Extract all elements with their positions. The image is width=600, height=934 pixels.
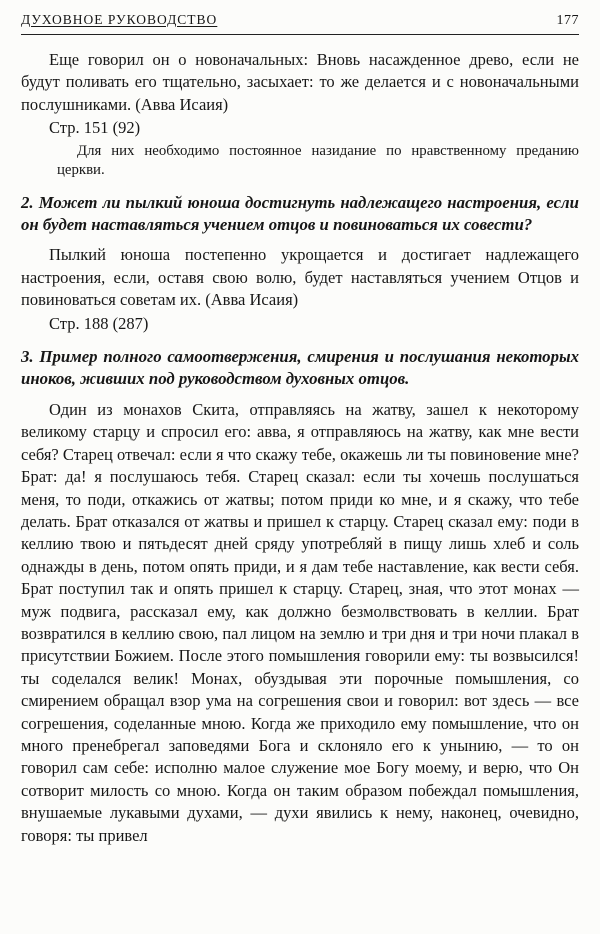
page-body [21,49,579,847]
source-reference: Стр. 188 (287) [49,313,149,333]
section-heading-2: 2. Может ли пылкий юноша достигнуть надлежащего настроения, если он будет наставляться учением отцов и повиноваться их совести? [21,192,579,235]
paragraph: Пылкий юноша постепенно укрощается и достигает надлежащего настроения, если, оставя свою волю, будет наставляться учением Отцов и повиноваться советам их. (Авва Исаия) [21,245,579,310]
page-header [21,12,579,35]
page-number: 177 [556,13,579,28]
paragraph: Еще говорил он о новоначальных: Вновь насажденное древо, если не будут поливать его тщательно, засыхает: то же делается и с новоначальными послушниками. (Авва Исаия) [21,50,579,114]
note-paragraph: Для них необходимо постоянное назидание по нравственному преданию церкви. [57,142,579,179]
source-reference: Стр. 151 (92) [49,118,141,138]
section-heading-3: 3. Пример полного самоотвержения, смирения и послушания некоторых иноков, живших под руководством духовных отцов. [21,347,579,389]
running-title: ДУХОВНОЕ РУКОВОДСТВО [21,12,218,27]
paragraph: Один из монахов Скита, отправляясь на жатву, зашел к некоторому великому старцу и спросил его: авва, я отправляюсь на жатву, как мне вести себя? Старец отвечал: если я что скажу тебе, окажешь ли ты повиновение мне? Брат: да! я послушаюсь тебя. Старец сказал: если ты хочешь послушаться меня, то поди, откажись от жатвы; потом приди ко мне, и я скажу, что тебе делать. Брат отказался от жатвы и пришел к старцу. Старец сказал ему: поди в келлию твою и пятьдесят дней сряду употребляй в пищу лишь хлеб и соль однажды в день, потом опять приди, и я дам тебе наставление, как вести себя. Брат поступил так и опять пришел к старцу. Старец, зная, что этот монах — муж подвига, рассказал ему, как должно безмолвствовать в келлии. Брат возвратился в келлию свою, пал лицом на землю и три дня и три ночи плакал в присутствии Божием. После этого помышления говорили ему: ты возвысился! ты соделался велик! Монах, обуздывая эти порочные помышления, со смирением обращал взор ума на согрешения свои и говорил: вот здесь — все согрешения, соделанные мною. Когда же приходило ему помышление, что он много пренебрегал заповедями Бога и склоняло его к унынию, — то он говорил сам себе: исполню малое служение мое Богу моему, и верю, что Он сотворит милость со мною. Когда он таким образом побеждал помышления, внушаемые лукавыми духами, — духи явились к нему, наконец, очевидно, говоря: ты привел [21,399,579,845]
